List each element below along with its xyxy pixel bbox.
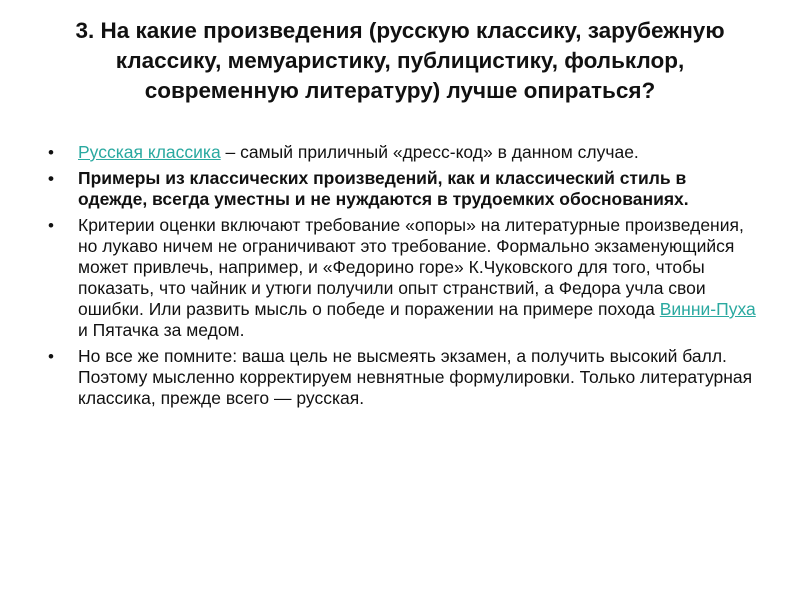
bullet-dot-icon: • xyxy=(48,216,54,235)
bullet-item-russian-classics xyxy=(48,142,760,163)
bullet-item-criteria xyxy=(48,215,760,341)
russian-classics-link[interactable]: Русская классика xyxy=(78,142,221,162)
bullet-text: – самый приличный «дресс-код» в данном случае. xyxy=(220,142,639,162)
bullet-list xyxy=(48,142,760,414)
bullet-text: Но все же помните: ваша цель не высмеять экзамен, а получить высокий балл. Поэтому мысленно корректируем невнятные формулировки. Только литературная классика, прежде всего — русская. xyxy=(78,346,753,408)
bullet-dot-icon: • xyxy=(48,347,54,366)
winnie-the-pooh-link[interactable]: Винни-Пуха xyxy=(659,299,756,319)
bullet-dot-icon: • xyxy=(48,169,54,188)
bullet-dot-icon: • xyxy=(48,143,54,162)
bullet-item-classic-examples xyxy=(48,168,760,210)
bullet-text: Примеры из классических произведений, как и классический стиль в одежде, всегда уместны и не нуждаются в трудоемких обоснованиях. xyxy=(78,168,689,209)
bullet-text-after: и Пятачка за медом. xyxy=(78,320,245,340)
bullet-text: Критерии оценки включают требование «опоры» на литературные произведения, но лукаво ничем не ограничивают это требование. Формально экзаменующийся может привлечь, например, и «Федорино горе» К.Чуковского для того, чтобы показать, что чайник и утюги получили опыт странствий, а Федора учла свои ошибки. Или развить мысль о победе и поражении на примере похода xyxy=(78,215,744,319)
slide-title: 3. На какие произведения (русскую классику, зарубежную классику, мемуаристику, публицистику, фольклор, современную литературу) лучше опираться? xyxy=(75,18,725,103)
bullet-item-reminder xyxy=(48,346,760,409)
